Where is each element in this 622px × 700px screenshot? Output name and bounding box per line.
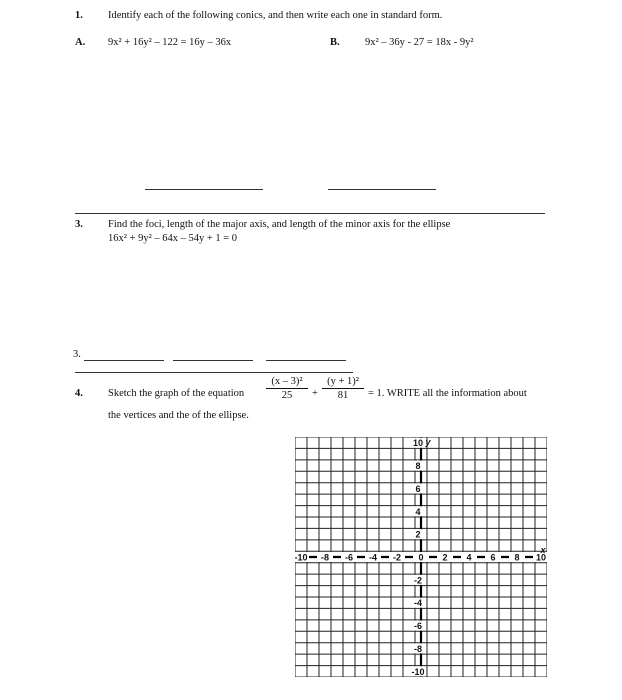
q1b-equation: 9x² – 36y - 27 = 18x - 9y² (365, 37, 474, 48)
y-tick-label: 6 (415, 483, 421, 494)
x-tick-label: -8 (320, 552, 330, 563)
q4-fraction-2 (322, 376, 364, 401)
q1a-answer-blank[interactable] (145, 189, 263, 190)
y-tick-label: -4 (413, 598, 423, 609)
y-axis-label: y (425, 437, 431, 447)
q3-answer-blank-1[interactable] (84, 360, 164, 361)
q4-prompt-start: Sketch the graph of the equation (108, 388, 245, 399)
q4-fraction-1 (266, 376, 308, 401)
x-tick-label: -2 (392, 552, 402, 563)
x-tick-label: 6 (490, 552, 496, 563)
q3-number: 3. (75, 219, 83, 230)
x-tick-label: -10 (295, 552, 308, 563)
q4-prompt-line2: the vertices and the of the ellipse. (108, 410, 249, 421)
q1b-answer-blank[interactable] (328, 189, 436, 190)
q3-answer-label: 3. (73, 349, 81, 360)
q4-fraction-1-denominator: 25 (281, 390, 293, 401)
y-tick-label: 4 (415, 506, 421, 517)
q4-plus-sign: + (312, 388, 318, 399)
y-tick-label: -6 (413, 621, 423, 632)
y-tick-label: 8 (415, 461, 421, 472)
y-tick-label: -10 (411, 666, 425, 677)
section-divider-2 (75, 372, 353, 373)
y-tick-label: -2 (413, 575, 423, 586)
coordinate-grid-svg[interactable] (295, 437, 547, 677)
x-tick-label: 4 (466, 552, 472, 563)
q4-fraction-2-numerator: (y + 1)² (327, 376, 359, 387)
q4-number: 4. (75, 388, 83, 399)
q3-prompt: Find the foci, length of the major axis, and length of the minor axis for the ellipse (108, 219, 451, 230)
q4-prompt-end: = 1. WRITE all the information about (368, 388, 527, 399)
q1a-equation: 9x² + 16y² – 122 = 16y – 36x (108, 37, 232, 48)
q1a-label: A. (75, 37, 86, 48)
q4-fraction-1-numerator: (x – 3)² (271, 376, 303, 387)
x-tick-label: -6 (344, 552, 354, 563)
section-divider-1 (75, 213, 545, 214)
q3-answer-blank-2[interactable] (173, 360, 253, 361)
q1-number: 1. (75, 10, 83, 21)
x-axis-label: x (540, 545, 546, 555)
x-tick-label: 0 (418, 552, 424, 563)
x-tick-label: 2 (442, 552, 448, 563)
coordinate-grid[interactable] (295, 437, 547, 677)
q3-equation: 16x² + 9y² – 64x – 54y + 1 = 0 (108, 233, 238, 244)
q1-prompt: Identify each of the following conics, and then write each one in standard form. (108, 10, 443, 21)
q1b-label: B. (330, 37, 340, 48)
q3-answer-blank-3[interactable] (266, 360, 346, 361)
q4-fraction-2-denominator: 81 (337, 390, 349, 401)
x-tick-label: 8 (514, 552, 520, 563)
x-tick-label: 10 (535, 552, 547, 563)
y-tick-label: 2 (415, 529, 421, 540)
x-tick-label: -4 (368, 552, 378, 563)
y-tick-label: 10 (412, 438, 424, 449)
y-tick-label: -8 (413, 643, 423, 654)
